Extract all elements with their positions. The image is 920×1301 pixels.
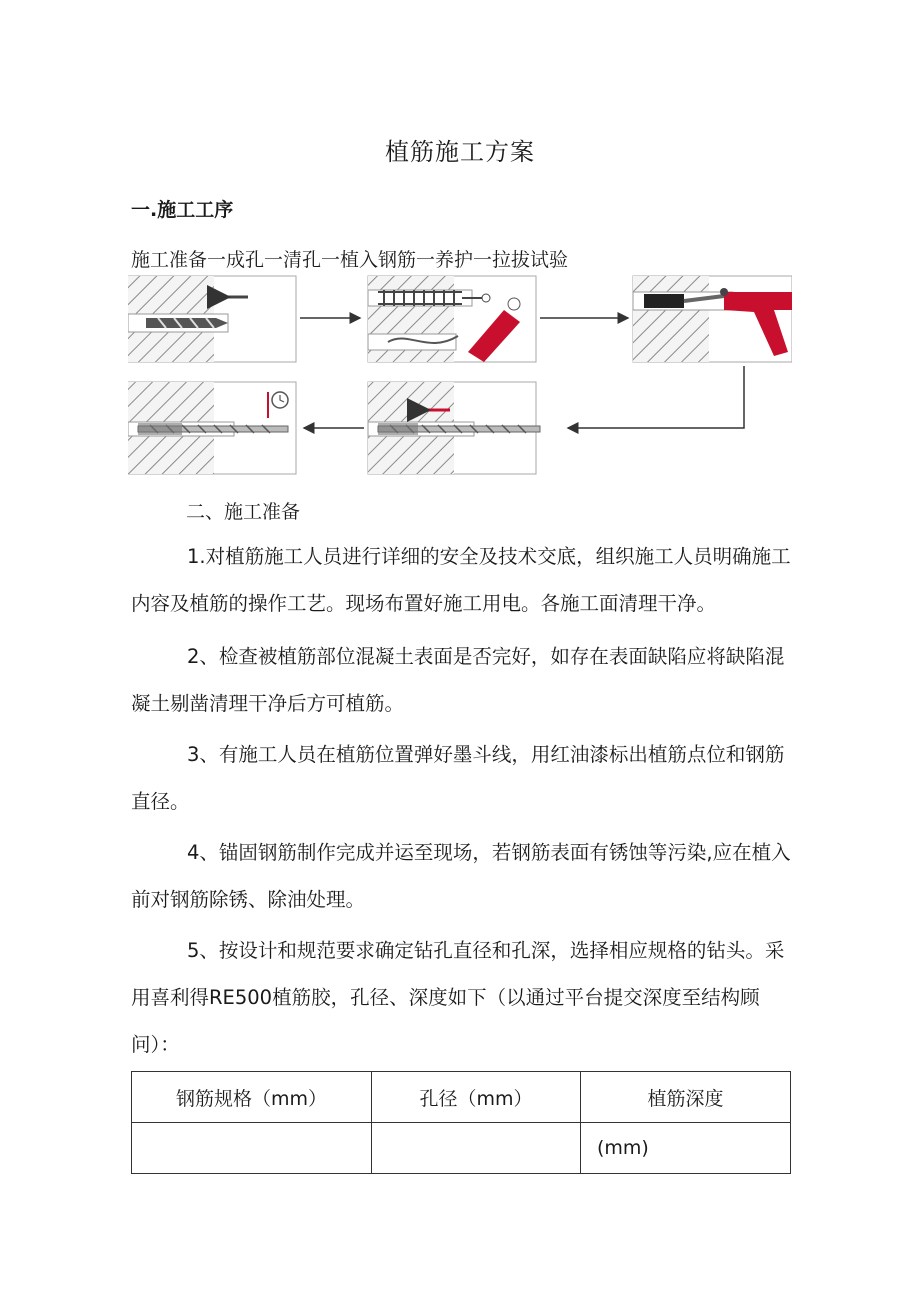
section-heading-preparation: 二、施工准备 <box>186 501 301 523</box>
paragraph-3: 3、有施工人员在植筋位置弹好墨斗线，用红油漆标出植筋点位和钢筋直径。 <box>131 743 785 813</box>
table-header-rebar-size: 钢筋规格（mm） <box>132 1072 372 1123</box>
step-cure-panel <box>128 382 296 474</box>
paragraph-2: 2、检查被植筋部位混凝土表面是否完好，如存在表面缺陷应将缺陷混凝土剔凿清理干净后方可植筋。 <box>131 645 785 715</box>
rebar-spec-table <box>131 1071 791 1174</box>
process-sequence: 施工准备一成孔一清孔一植入钢筋一养护一拉拔试验 <box>131 249 569 271</box>
table-header-embed-depth-unit: (mm) <box>581 1123 791 1174</box>
step-inject-panel <box>633 276 792 362</box>
step-drill-panel <box>128 276 296 362</box>
table-header-row <box>132 1072 791 1123</box>
step-insert-rebar-panel <box>368 382 540 474</box>
table-row <box>132 1123 791 1174</box>
process-diagram <box>128 270 792 482</box>
table-header-embed-depth: 植筋深度 <box>581 1072 791 1123</box>
paragraph-4: 4、锚固钢筋制作完成并运至现场，若钢筋表面有锈蚀等污染,应在植入前对钢筋除锈、除油处理。 <box>131 841 791 911</box>
table-header-hole-diameter: 孔径（mm） <box>372 1072 581 1123</box>
section-heading-construction-procedure: 一.施工工序 <box>131 199 234 221</box>
table-cell <box>372 1123 581 1174</box>
paragraph-5: 5、按设计和规范要求确定钻孔直径和孔深，选择相应规格的钻头。采用喜利得RE500植筋胶，孔径、深度如下（以通过平台提交深度至结构顾问）： <box>131 939 785 1056</box>
document-title: 植筋施工方案 <box>385 138 535 166</box>
step-clean-panel <box>368 276 536 362</box>
paragraph-1: 1.对植筋施工人员进行详细的安全及技术交底，组织施工人员明确施工内容及植筋的操作工艺。现场布置好施工用电。各施工面清理干净。 <box>131 545 791 615</box>
table-cell <box>132 1123 372 1174</box>
